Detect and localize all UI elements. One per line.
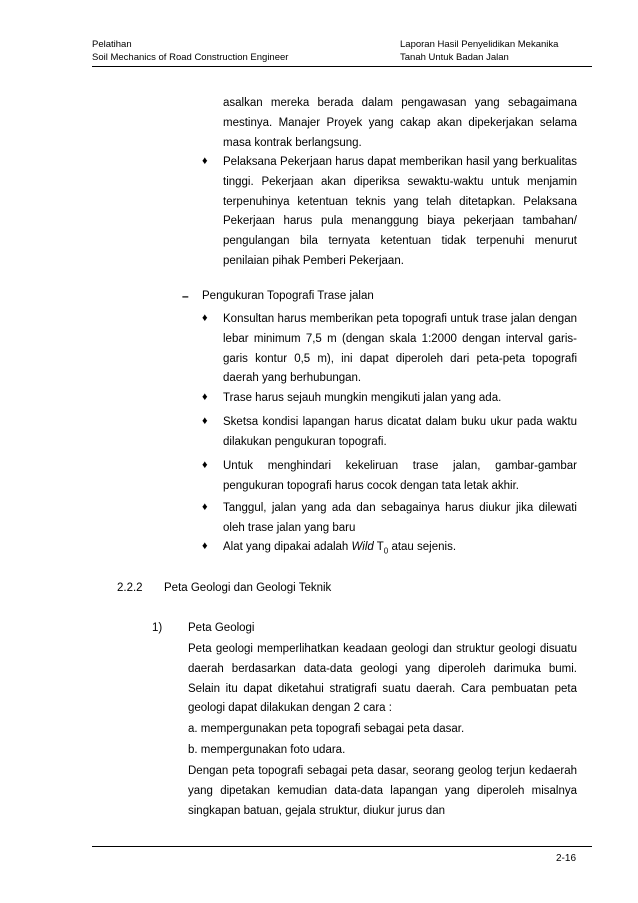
- header-left-line2: Soil Mechanics of Road Construction Engineer: [92, 52, 289, 63]
- bullet-diamond-icon: ♦: [202, 540, 208, 552]
- header-right: [400, 38, 558, 64]
- dash-bullet-icon: –: [182, 289, 189, 303]
- bullet-diamond-icon: ♦: [202, 501, 208, 513]
- instrument-subscript: 0: [383, 546, 389, 556]
- bullet-diamond-icon: ♦: [202, 459, 208, 471]
- topo-bullet-sketsa: Sketsa kondisi lapangan harus dicatat dalam buku ukur pada waktu dilakukan pengukuran topografi.: [223, 416, 577, 448]
- option-b: b. mempergunakan foto udara.: [188, 744, 346, 756]
- alat-text-post: atau sejenis.: [388, 541, 457, 553]
- header-left: [92, 38, 288, 64]
- option-a: a. mempergunakan peta topografi sebagai peta dasar.: [188, 723, 465, 735]
- bullet-diamond-icon: ♦: [202, 391, 208, 403]
- header-divider: [92, 66, 592, 67]
- header-left-line1: Pelatihan: [92, 39, 132, 50]
- paragraph-pelaksana: Pelaksana Pekerjaan harus dapat memberikan hasil yang berkualitas tinggi. Pekerjaan akan diperiksa sewaktu-waktu untuk menjamin terpenuhinya ketentuan teknis yang telah ditetapkan. Pelaksana Pekerjaan harus pula menanggung biaya pekerjaan tambahan/ pengulangan bila ternyata ketentuan tidak terpenuhi menurut penilaian pihak Pemberi Pekerjaan.: [223, 156, 577, 267]
- section-title: Peta Geologi dan Geologi Teknik: [164, 582, 332, 594]
- topo-bullet-konsultan: Konsultan harus memberikan peta topografi untuk trase jalan dengan lebar minimum 7,5 m (dengan skala 1:2000 dengan interval garis-garis kontur 0,5 m), ini dapat diperoleh dari peta-peta topografi daerah yang berhubungan.: [223, 313, 577, 385]
- topo-bullet-untuk: Untuk menghindari kekeliruan trase jalan, gambar-gambar pengukuran topografi harus cocok dengan tata letak akhir.: [223, 460, 577, 492]
- paragraph-topografi-dasar: Dengan peta topografi sebagai peta dasar, seorang geolog terjun kedaerah yang dipetakan kemudian data-data lapangan yang diperoleh misalnya singkapan batuan, gejala struktur, diukur jurus dan: [188, 765, 577, 817]
- topo-bullet-alat: [223, 538, 577, 561]
- bullet-diamond-icon: ♦: [202, 155, 208, 167]
- bullet-diamond-icon: ♦: [202, 312, 208, 324]
- footer-divider: [92, 846, 592, 847]
- page-number: 2-16: [556, 853, 577, 864]
- topo-bullet-trase: Trase harus sejauh mungkin mengikuti jalan yang ada.: [223, 392, 502, 404]
- paragraph-peta-geologi: Peta geologi memperlihatkan keadaan geologi dan struktur geologi disuatu daerah berdasarkan data-data geologi yang diperoleh darimuka bumi. Selain itu dapat diketahui stratigrafi suatu daerah. Cara pembuatan peta geologi dapat dilakukan dengan 2 cara :: [188, 643, 577, 715]
- bullet-diamond-icon: ♦: [202, 415, 208, 427]
- subsection-title: Peta Geologi: [188, 622, 255, 634]
- header-right-line2: Tanah Untuk Badan Jalan: [400, 52, 509, 63]
- heading-pengukuran-topografi: Pengukuran Topografi Trase jalan: [202, 290, 374, 302]
- subsection-number: 1): [152, 622, 163, 634]
- topo-bullet-tanggul: Tanggul, jalan yang ada dan sebagainya harus diukur jika dilewati oleh trase jalan yang baru: [223, 502, 577, 534]
- instrument-brand: Wild: [351, 541, 374, 553]
- header-right-line1: Laporan Hasil Penyelidikan Mekanika: [400, 39, 559, 50]
- section-number: 2.2.2: [117, 582, 143, 594]
- instrument-model: T: [373, 541, 384, 553]
- alat-text-pre: Alat yang dipakai adalah: [223, 541, 352, 553]
- paragraph-manager: asalkan mereka berada dalam pengawasan yang sebagaimana mestinya. Manajer Proyek yang cakap akan dipekerjakan selama masa kontrak berlangsung.: [223, 97, 577, 149]
